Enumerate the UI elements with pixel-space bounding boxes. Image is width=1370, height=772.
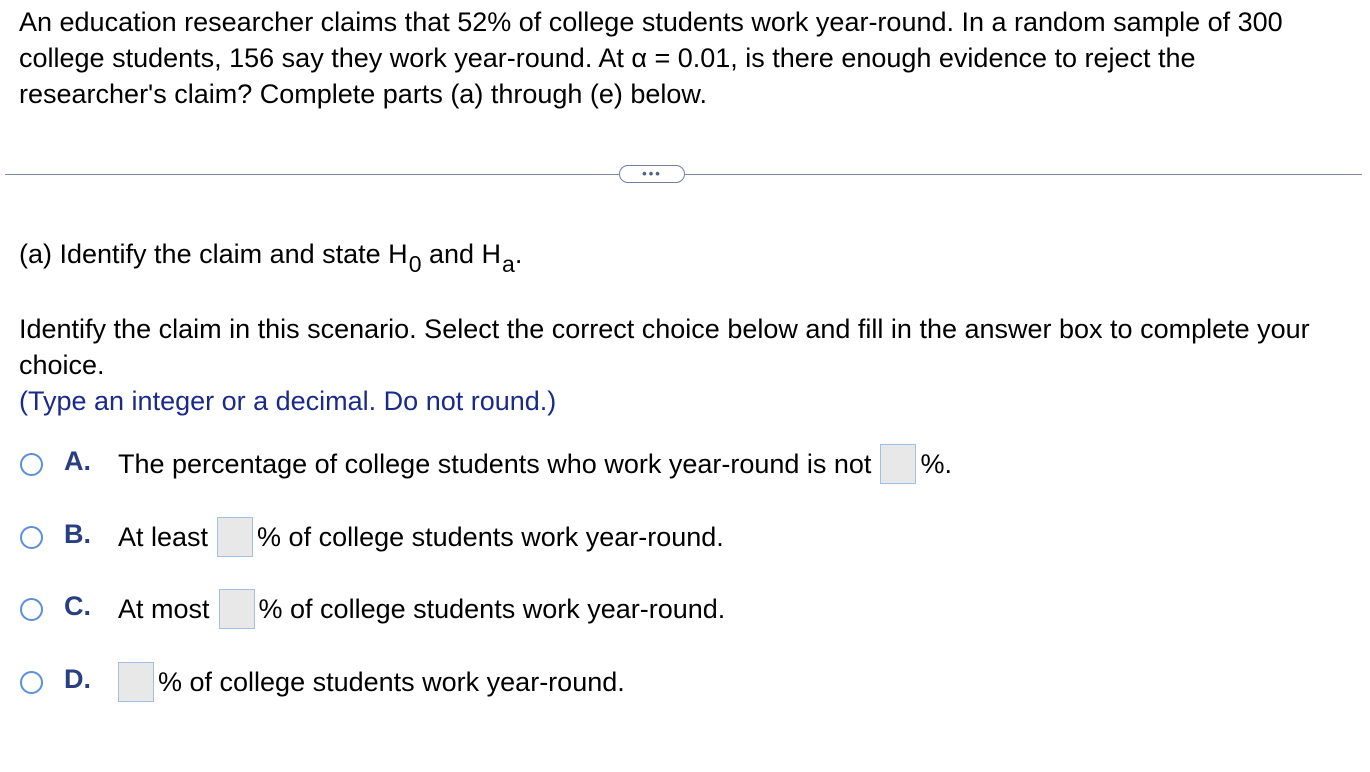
part-a-heading <box>19 236 523 277</box>
choice-b[interactable] <box>20 514 724 560</box>
choice-d-letter: D. <box>64 663 91 694</box>
choice-b-answer-box[interactable] <box>217 517 253 557</box>
choice-c[interactable] <box>20 586 725 632</box>
choice-c-letter: C. <box>64 590 91 621</box>
ha-subscript: a <box>502 251 515 277</box>
choice-a-text-before: The percentage of college students who work year-round is not <box>118 448 872 479</box>
choice-d-radio[interactable] <box>20 671 43 694</box>
choice-b-radio[interactable] <box>20 526 43 549</box>
problem-statement: An education researcher claims that 52% of college students work year-round. In a random sample of 300 college students, 156 say they work year-round. At α = 0.01, is there enough evidence to reject the researcher's claim? Complete parts (a) through (e) below. <box>19 7 1283 109</box>
part-a-heading-suffix: . <box>514 239 523 269</box>
choice-d-answer-box[interactable] <box>118 662 154 702</box>
choice-b-text-after: % of college students work year-round. <box>257 521 724 552</box>
choice-d-text-after: % of college students work year-round. <box>158 666 625 697</box>
choice-c-radio[interactable] <box>20 598 43 621</box>
answer-format-hint: (Type an integer or a decimal. Do not round.) <box>19 386 557 416</box>
choice-d[interactable] <box>20 659 625 705</box>
choice-a[interactable] <box>20 441 952 487</box>
choice-b-letter: B. <box>64 518 91 549</box>
choice-c-text-before: At most <box>118 593 210 624</box>
choice-a-radio[interactable] <box>20 453 43 476</box>
part-a-instructions: Identify the claim in this scenario. Select the correct choice below and fill in the answer box to complete your choice. <box>19 314 1310 380</box>
part-a-heading-prefix: (a) Identify the claim and state H <box>19 239 408 269</box>
part-a-heading-middle: and H <box>421 239 502 269</box>
choice-a-answer-box[interactable] <box>880 444 916 484</box>
choice-a-letter: A. <box>64 445 91 476</box>
h0-subscript: 0 <box>408 251 422 277</box>
choice-c-answer-box[interactable] <box>219 589 255 629</box>
show-more-button[interactable]: ••• <box>619 165 685 183</box>
choice-b-text-before: At least <box>118 521 209 552</box>
choice-a-text-after: %. <box>920 448 952 479</box>
choice-c-text-after: % of college students work year-round. <box>258 593 726 624</box>
